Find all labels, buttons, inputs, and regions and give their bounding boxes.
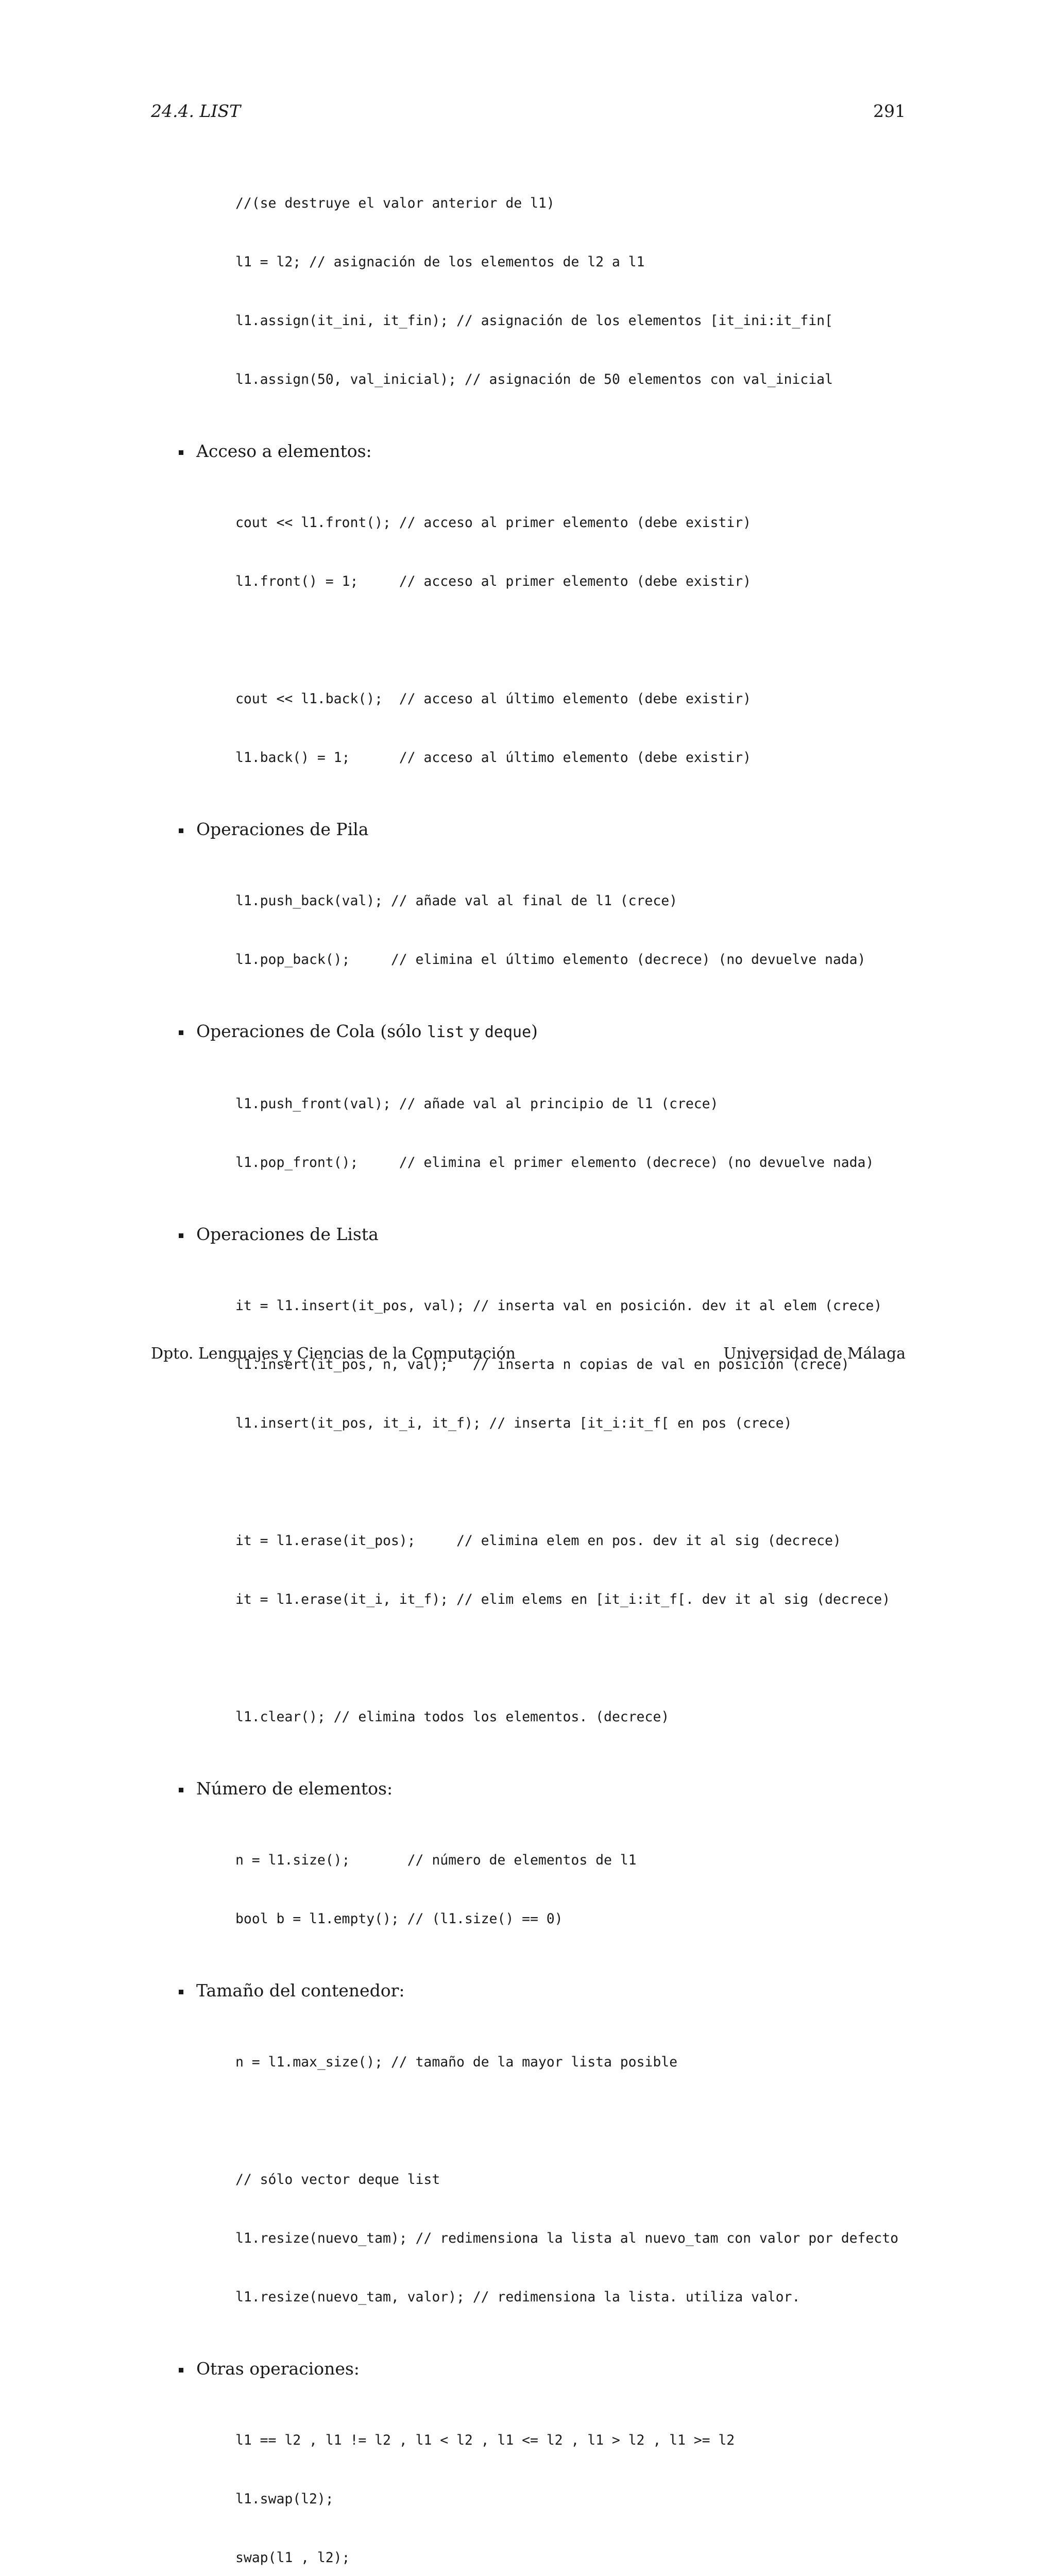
section-otras-operaciones <box>151 2358 924 2576</box>
code-line: bool b = l1.empty(); // (l1.size() == 0) <box>235 1911 563 1927</box>
code-line: l1.pop_back(); // elimina el último elemento (decrece) (no devuelve nada) <box>235 952 866 968</box>
bullet-square-icon <box>179 450 183 455</box>
code-line <box>235 1649 924 1668</box>
bullet-item <box>151 440 924 463</box>
code-block <box>235 2392 924 2576</box>
page-header <box>151 101 906 127</box>
bullet-item <box>151 818 924 841</box>
item-label-text: ) <box>531 1021 538 1041</box>
code-line: // sólo vector deque list <box>235 2172 440 2188</box>
section-operaciones-pila <box>151 818 924 1009</box>
intro-code-block <box>235 155 924 429</box>
item-label-text: Operaciones de Cola (sólo <box>196 1021 427 1041</box>
section-operaciones-lista <box>151 1223 924 1766</box>
bullet-item <box>151 2358 924 2380</box>
code-line: l1 = l2; // asignación de los elementos de l2 a l1 <box>235 254 645 270</box>
footer-university: Universidad de Málaga <box>723 1345 906 1363</box>
section-acceso-elementos <box>151 440 924 807</box>
code-line: l1.resize(nuevo_tam, valor); // redimensiona la lista. utiliza valor. <box>235 2289 801 2305</box>
code-line: cout << l1.back(); // acceso al último elemento (debe existir) <box>235 691 751 707</box>
code-line: cout << l1.front(); // acceso al primer elemento (debe existir) <box>235 515 751 531</box>
bullet-square-icon <box>179 1990 183 1994</box>
bullet-item <box>151 1020 924 1044</box>
code-line: l1.pop_front(); // elimina el primer elemento (decrece) (no devuelve nada) <box>235 1155 874 1171</box>
code-line: l1.back() = 1; // acceso al último elemento (debe existir) <box>235 750 751 766</box>
item-label: Operaciones de Lista <box>196 1224 379 1244</box>
page-number: 291 <box>873 101 906 121</box>
code-block <box>235 1811 924 1968</box>
item-label-text: y <box>464 1021 485 1041</box>
code-line: l1.insert(it_pos, n, val); // inserta n copias de val en posición (crece) <box>235 1357 849 1372</box>
item-label-code: deque <box>484 1023 532 1041</box>
code-line: n = l1.max_size(); // tamaño de la mayor lista posible <box>235 2054 677 2070</box>
code-line: n = l1.size(); // número de elementos de l1 <box>235 1852 637 1868</box>
code-line: l1.push_back(val); // añade val al final de l1 (crece) <box>235 893 677 909</box>
code-line <box>235 1472 924 1492</box>
code-line: l1.resize(nuevo_tam); // redimensiona la lista al nuevo_tam con valor por defecto <box>235 2230 898 2246</box>
item-label: Acceso a elementos: <box>196 441 372 461</box>
item-label: Otras operaciones: <box>196 2359 360 2379</box>
bullet-square-icon <box>179 1233 183 1238</box>
code-line <box>235 2111 924 2131</box>
section-tamano-contenedor <box>151 1979 924 2346</box>
bullet-square-icon <box>179 828 183 833</box>
page-footer <box>151 1345 906 1367</box>
footer-department: Dpto. Lenguajes y Ciencias de la Computación <box>151 1345 516 1363</box>
code-block <box>235 474 924 807</box>
code-line: it = l1.erase(it_i, it_f); // elim elems en [it_i:it_f[. dev it al sig (decrece) <box>235 1591 891 1607</box>
code-line: l1.assign(it_ini, it_fin); // asignación de los elementos [it_ini:it_fin[ <box>235 313 833 329</box>
code-line <box>235 631 924 650</box>
code-line: l1.front() = 1; // acceso al primer elemento (debe existir) <box>235 573 751 589</box>
code-line: l1 == l2 , l1 != l2 , l1 < l2 , l1 <= l2 , l1 > l2 , l1 >= l2 <box>235 2432 735 2448</box>
bullet-item <box>151 1777 924 1800</box>
bullet-item <box>151 1223 924 1246</box>
item-label: Número de elementos: <box>196 1778 393 1799</box>
code-block <box>235 1257 924 1766</box>
code-block <box>235 1055 924 1212</box>
code-block <box>235 2013 924 2346</box>
code-line: swap(l1 , l2); <box>235 2550 350 2566</box>
section-operaciones-cola <box>151 1020 924 1212</box>
code-line: it = l1.erase(it_pos); // elimina elem en pos. dev it al sig (decrece) <box>235 1533 841 1549</box>
code-line: it = l1.insert(it_pos, val); // inserta val en posición. dev it al elem (crece) <box>235 1298 882 1314</box>
item-label: Operaciones de Pila <box>196 819 369 839</box>
code-line: l1.insert(it_pos, it_i, it_f); // inserta [it_i:it_f[ en pos (crece) <box>235 1415 792 1431</box>
code-line: l1.swap(l2); <box>235 2491 334 2507</box>
code-line: l1.clear(); // elimina todos los elementos. (decrece) <box>235 1709 670 1725</box>
code-line: l1.push_front(val); // añade val al principio de l1 (crece) <box>235 1096 719 1112</box>
bullet-square-icon <box>179 2368 183 2372</box>
code-line: //(se destruye el valor anterior de l1) <box>235 195 555 211</box>
bullet-square-icon <box>179 1788 183 1792</box>
item-label-code: list <box>427 1023 465 1041</box>
bullet-item <box>151 1979 924 2002</box>
code-line: l1.assign(50, val_inicial); // asignación de 50 elementos con val_inicial <box>235 371 833 387</box>
running-title: 24.4. LIST <box>151 101 241 121</box>
bullet-square-icon <box>179 1030 183 1035</box>
code-block <box>235 852 924 1009</box>
section-numero-elementos <box>151 1777 924 1968</box>
item-label: Tamaño del contenedor: <box>196 1980 405 2001</box>
